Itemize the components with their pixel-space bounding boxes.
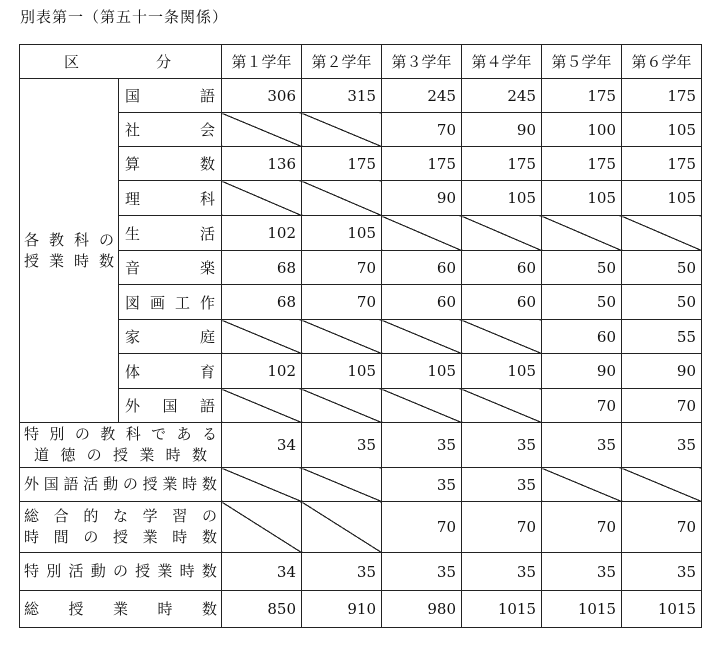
subject-name-char: 国 bbox=[125, 87, 141, 105]
empty-cell-slash bbox=[222, 468, 302, 502]
hours-cell: 105 bbox=[622, 181, 702, 216]
subject-name-char: 活 bbox=[199, 224, 215, 243]
subject-name-char: 語 bbox=[199, 87, 215, 105]
row-label-line: 総 授 業 時 数 bbox=[24, 599, 217, 618]
hours-cell: 245 bbox=[382, 79, 462, 113]
header-row bbox=[20, 45, 702, 79]
hours-cell: 105 bbox=[462, 181, 542, 216]
hours-cell: 306 bbox=[222, 79, 302, 113]
row-label-line: 特 別 の 教 科 で あ る bbox=[24, 425, 217, 443]
hours-cell: 175 bbox=[542, 147, 622, 181]
empty-cell-slash bbox=[222, 181, 302, 216]
hours-cell: 1015 bbox=[622, 591, 702, 628]
hours-cell: 70 bbox=[462, 502, 542, 553]
hours-cell: 980 bbox=[382, 591, 462, 628]
subject-name-char: 育 bbox=[199, 362, 215, 381]
hours-cell: 1015 bbox=[462, 591, 542, 628]
subject-name-char: 会 bbox=[199, 121, 215, 139]
subject-name bbox=[119, 79, 222, 113]
row-label bbox=[20, 502, 222, 553]
empty-cell-slash bbox=[302, 389, 382, 423]
hours-cell: 102 bbox=[222, 354, 302, 389]
subject-name-char: 楽 bbox=[199, 259, 215, 277]
total-row bbox=[20, 468, 702, 502]
hours-cell: 90 bbox=[622, 354, 702, 389]
empty-cell-slash bbox=[462, 389, 542, 423]
subject-name bbox=[119, 113, 222, 147]
hours-cell: 245 bbox=[462, 79, 542, 113]
group-label-line: 各 教 科 の bbox=[24, 230, 114, 249]
hours-cell: 90 bbox=[462, 113, 542, 147]
hours-cell: 105 bbox=[302, 216, 382, 251]
hours-cell: 910 bbox=[302, 591, 382, 628]
header-grade: 第２学年 bbox=[302, 45, 382, 79]
empty-cell-slash bbox=[462, 320, 542, 354]
hours-cell: 35 bbox=[382, 468, 462, 502]
hours-cell: 175 bbox=[622, 147, 702, 181]
hours-cell: 70 bbox=[622, 389, 702, 423]
hours-cell: 70 bbox=[542, 502, 622, 553]
hours-cell: 60 bbox=[462, 285, 542, 320]
subject-name-char: 庭 bbox=[199, 328, 215, 346]
subject-name-char: 語 bbox=[199, 397, 215, 415]
hours-cell: 70 bbox=[302, 285, 382, 320]
subject-name bbox=[119, 216, 222, 251]
subject-row bbox=[20, 251, 702, 285]
subject-name-char: 図 bbox=[125, 293, 141, 312]
hours-cell: 60 bbox=[462, 251, 542, 285]
empty-cell-slash bbox=[382, 389, 462, 423]
subject-row bbox=[20, 181, 702, 216]
header-kubun-char: 区 bbox=[64, 53, 80, 71]
hours-cell: 90 bbox=[382, 181, 462, 216]
subject-name-char: 数 bbox=[199, 155, 215, 173]
subject-name-char: 科 bbox=[199, 189, 215, 208]
group-label-line: 授 業 時 数 bbox=[24, 251, 114, 270]
hours-cell: 50 bbox=[622, 285, 702, 320]
hours-cell: 105 bbox=[302, 354, 382, 389]
subject-row bbox=[20, 216, 702, 251]
row-label bbox=[20, 468, 222, 502]
hours-cell: 35 bbox=[382, 553, 462, 591]
empty-cell-slash bbox=[302, 468, 382, 502]
subject-name-char: 社 bbox=[125, 121, 141, 139]
total-row bbox=[20, 553, 702, 591]
header-kubun-char: 分 bbox=[155, 53, 171, 71]
empty-cell-slash bbox=[302, 502, 382, 553]
hours-cell: 60 bbox=[382, 251, 462, 285]
row-label bbox=[20, 553, 222, 591]
header-grade: 第１学年 bbox=[222, 45, 302, 79]
class-hours-table bbox=[19, 44, 702, 628]
row-label bbox=[20, 423, 222, 468]
subject-name bbox=[119, 354, 222, 389]
hours-cell: 175 bbox=[382, 147, 462, 181]
hours-cell: 850 bbox=[222, 591, 302, 628]
subject-name-char: 体 bbox=[125, 362, 141, 381]
subject-row bbox=[20, 389, 702, 423]
hours-cell: 34 bbox=[222, 553, 302, 591]
empty-cell-slash bbox=[222, 320, 302, 354]
hours-cell: 35 bbox=[382, 423, 462, 468]
empty-cell-slash bbox=[542, 216, 622, 251]
hours-cell: 60 bbox=[382, 285, 462, 320]
hours-cell: 60 bbox=[542, 320, 622, 354]
total-row bbox=[20, 502, 702, 553]
subject-row bbox=[20, 354, 702, 389]
empty-cell-slash bbox=[382, 216, 462, 251]
hours-cell: 35 bbox=[302, 553, 382, 591]
row-label bbox=[20, 591, 222, 628]
subject-name-char: 工 bbox=[174, 293, 190, 312]
total-row bbox=[20, 423, 702, 468]
row-label-line: 特 別 活 動 の 授 業 時 数 bbox=[24, 562, 217, 580]
hours-cell: 35 bbox=[542, 423, 622, 468]
hours-cell: 70 bbox=[542, 389, 622, 423]
empty-cell-slash bbox=[302, 181, 382, 216]
hours-cell: 105 bbox=[382, 354, 462, 389]
hours-cell: 35 bbox=[622, 553, 702, 591]
subject-name-char: 生 bbox=[125, 224, 141, 243]
empty-cell-slash bbox=[222, 389, 302, 423]
document-title: 別表第一（第五十一条関係） bbox=[20, 8, 229, 26]
subject-name-char: 算 bbox=[125, 155, 141, 173]
subject-row bbox=[20, 285, 702, 320]
empty-cell-slash bbox=[542, 468, 622, 502]
hours-cell: 1015 bbox=[542, 591, 622, 628]
hours-cell: 35 bbox=[462, 423, 542, 468]
hours-cell: 35 bbox=[462, 468, 542, 502]
header-grade: 第５学年 bbox=[542, 45, 622, 79]
hours-cell: 102 bbox=[222, 216, 302, 251]
subject-row bbox=[20, 113, 702, 147]
empty-cell-slash bbox=[622, 216, 702, 251]
hours-cell: 35 bbox=[302, 423, 382, 468]
hours-cell: 35 bbox=[622, 423, 702, 468]
hours-cell: 50 bbox=[622, 251, 702, 285]
hours-cell: 50 bbox=[542, 285, 622, 320]
subjects-group-label bbox=[20, 79, 119, 423]
hours-cell: 175 bbox=[542, 79, 622, 113]
subject-name bbox=[119, 251, 222, 285]
empty-cell-slash bbox=[382, 320, 462, 354]
hours-cell: 35 bbox=[542, 553, 622, 591]
hours-cell: 105 bbox=[622, 113, 702, 147]
hours-cell: 55 bbox=[622, 320, 702, 354]
hours-cell: 175 bbox=[302, 147, 382, 181]
subject-row bbox=[20, 79, 702, 113]
hours-cell: 70 bbox=[382, 113, 462, 147]
hours-cell: 175 bbox=[622, 79, 702, 113]
subject-name-char: 家 bbox=[125, 328, 141, 346]
subject-name-char: 作 bbox=[199, 293, 215, 312]
row-label-line: 時 間 の 授 業 時 数 bbox=[24, 528, 217, 546]
header-grade: 第６学年 bbox=[622, 45, 702, 79]
subject-row bbox=[20, 147, 702, 181]
empty-cell-slash bbox=[302, 113, 382, 147]
subject-name-char: 外 bbox=[125, 397, 141, 415]
hours-cell: 70 bbox=[382, 502, 462, 553]
hours-cell: 35 bbox=[462, 553, 542, 591]
hours-cell: 34 bbox=[222, 423, 302, 468]
hours-cell: 100 bbox=[542, 113, 622, 147]
row-label-line: 外 国 語 活 動 の 授 業 時 数 bbox=[24, 475, 217, 493]
subject-name-char: 音 bbox=[125, 259, 141, 277]
hours-cell: 68 bbox=[222, 285, 302, 320]
empty-cell-slash bbox=[222, 502, 302, 553]
row-label-line: 道 徳 の 授 業 時 数 bbox=[34, 446, 207, 464]
subject-name bbox=[119, 285, 222, 320]
hours-cell: 70 bbox=[622, 502, 702, 553]
hours-cell: 68 bbox=[222, 251, 302, 285]
hours-cell: 175 bbox=[462, 147, 542, 181]
subject-row bbox=[20, 320, 702, 354]
subject-name-char: 国 bbox=[162, 397, 178, 415]
subject-name bbox=[119, 389, 222, 423]
empty-cell-slash bbox=[622, 468, 702, 502]
total-row bbox=[20, 591, 702, 628]
row-label-line: 総 合 的 な 学 習 の bbox=[24, 507, 217, 525]
empty-cell-slash bbox=[222, 113, 302, 147]
header-grade: 第４学年 bbox=[462, 45, 542, 79]
hours-cell: 315 bbox=[302, 79, 382, 113]
hours-cell: 70 bbox=[302, 251, 382, 285]
header-kubun bbox=[20, 45, 222, 79]
subject-name-char: 理 bbox=[125, 189, 141, 208]
hours-cell: 105 bbox=[542, 181, 622, 216]
hours-cell: 50 bbox=[542, 251, 622, 285]
empty-cell-slash bbox=[302, 320, 382, 354]
header-grade: 第３学年 bbox=[382, 45, 462, 79]
hours-cell: 136 bbox=[222, 147, 302, 181]
empty-cell-slash bbox=[462, 216, 542, 251]
hours-cell: 90 bbox=[542, 354, 622, 389]
subject-name bbox=[119, 320, 222, 354]
subject-name bbox=[119, 147, 222, 181]
subject-name bbox=[119, 181, 222, 216]
subject-name-char: 画 bbox=[149, 293, 165, 312]
hours-cell: 105 bbox=[462, 354, 542, 389]
